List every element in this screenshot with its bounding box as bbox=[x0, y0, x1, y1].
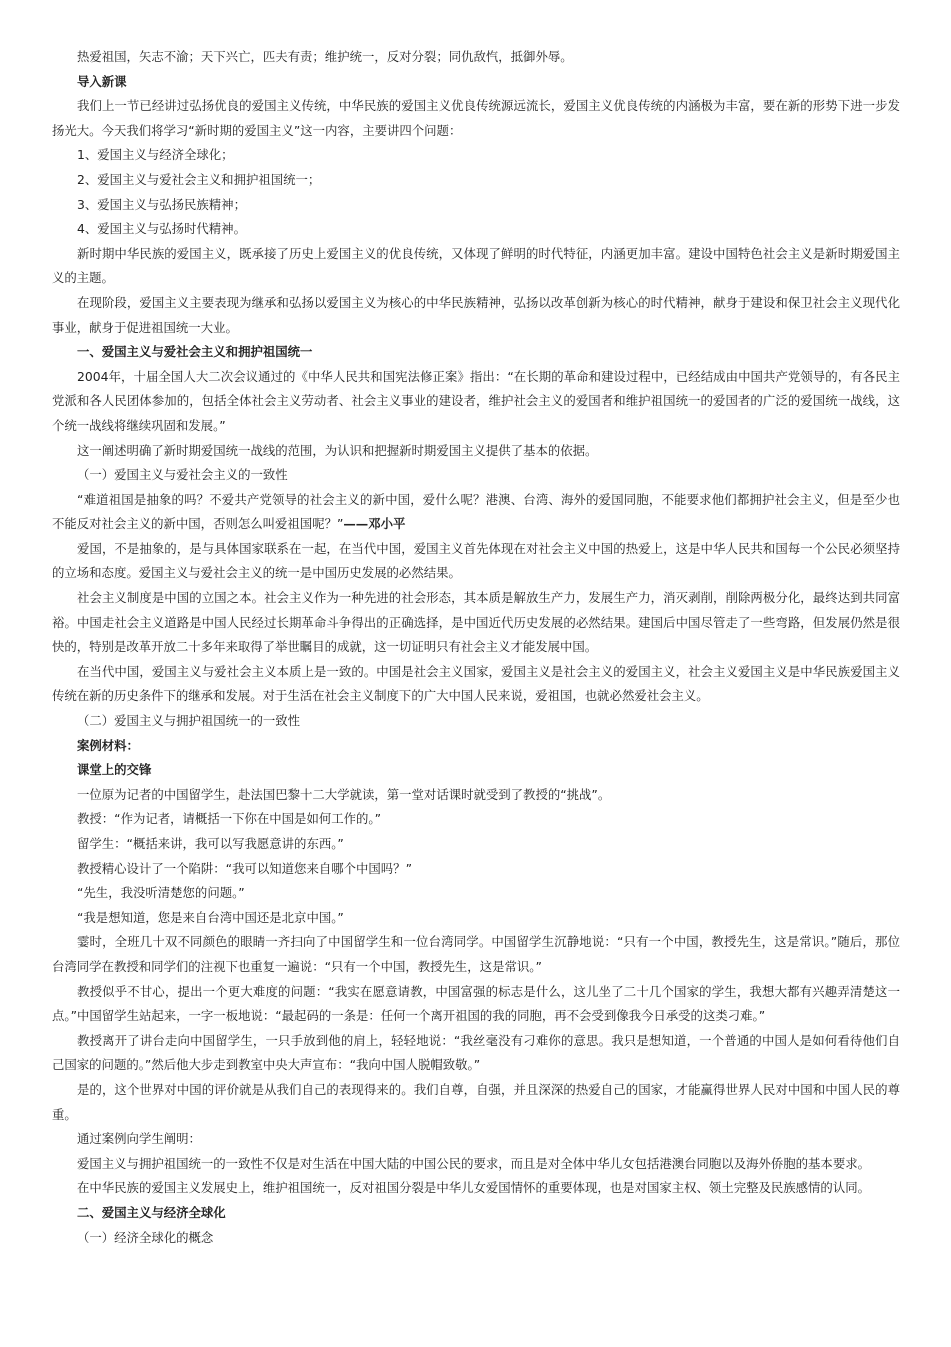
quote-source: ——邓小平 bbox=[343, 516, 406, 532]
paragraph-patriotism-concrete: 爱国，不是抽象的，是与具体国家联系在一起，在当代中国，爱国主义首先体现在对社会主义中国的热爱上，这是中华人民共和国每一个公民必须坚持的立场和态度。爱国主义与爱社会主义的统一是中国历史发展的必然结果。 bbox=[52, 540, 900, 581]
paragraph-contemporary-china: 在当代中国，爱国主义与爱社会主义本质上是一致的。中国是社会主义国家，爱国主义是社会主义的爱国主义，社会主义爱国主义是中华民族爱国主义传统在新的历史条件下的继承和发展。对于生活在社会主义制度下的广大中国人民来说，爱祖国，也就必然爱社会主义。 bbox=[52, 663, 900, 704]
quote-text: “难道祖国是抽象的吗？不爱共产党领导的社会主义的新中国，爱什么呢？港澳、台湾、海外的爱国同胞，不能要求他们都拥护社会主义，但是至少也不能反对社会主义的新中国，否则怎么叫爱祖国呢？” bbox=[52, 491, 900, 532]
section-heading-2: 二、爱国主义与经济全球化 bbox=[77, 1204, 226, 1220]
paragraph-explain-label: 通过案例向学生阐明： bbox=[77, 1131, 201, 1147]
case-material-label: 案例材料： bbox=[77, 737, 139, 753]
heading-new-lesson: 导入新课 bbox=[77, 73, 127, 89]
case-paragraph: 教授精心设计了一个陷阱：“我可以知道您来自哪个中国吗？” bbox=[77, 860, 412, 876]
paragraph-united-front: 这一阐述明确了新时期爱国统一战线的范围，为认识和把握新时期爱国主义提供了基本的依据。 bbox=[77, 442, 598, 458]
paragraph-intro-motto: 热爱祖国，矢志不渝；天下兴亡，匹夫有责；维护统一，反对分裂；同仇敌忾，抵御外辱。 bbox=[77, 49, 573, 64]
case-paragraph: 教授似乎不甘心，提出一个更大难度的问题：“我实在愿意请教，中国富强的标志是什么，这儿坐了二十几个国家的学生，我想大都有兴趣弄清楚这一点。”中国留学生站起来，一字一板地说：“最起码的一条是：任何一个离开祖国的我的同胞，再不会受到像我今日承受的这类刁难。” bbox=[52, 983, 900, 1024]
paragraph-constitution: 2004年，十届全国人大二次会议通过的《中华人民共和国宪法修正案》指出：“在长期的革命和建设过程中，已经结成由中国共产党领导的，有各民主党派和各人民团体参加的，包括全体社会主义劳动者、社会主义事业的建设者，维护社会主义的爱国者和维护祖国统一的爱国者的广泛的爱国统一战线，这个统一战线将继续巩固和发展。” bbox=[52, 368, 900, 433]
list-item-1: 1、爱国主义与经济全球化； bbox=[77, 147, 234, 163]
case-paragraph: 一位原为记者的中国留学生，赴法国巴黎十二大学就读，第一堂对话课时就受到了教授的“挑战”。 bbox=[77, 786, 611, 802]
section-heading-1: 一、爱国主义与爱社会主义和拥护祖国统一 bbox=[77, 344, 313, 360]
paragraph-unity-requirement: 爱国主义与拥护祖国统一的一致性不仅是对生活在中国大陆的中国公民的要求，而且是对全体中华儿女包括港澳台同胞以及海外侨胞的基本要求。 bbox=[77, 1155, 870, 1171]
paragraph-new-era: 新时期中华民族的爱国主义，既承接了历史上爱国主义的优良传统，又体现了鲜明的时代特征，内涵更加丰富。建设中国特色社会主义是新时期爱国主义的主题。 bbox=[52, 245, 900, 286]
subheading-1-2: （二）爱国主义与拥护祖国统一的一致性 bbox=[77, 713, 301, 729]
case-paragraph: 教授：“作为记者，请概括一下你在中国是如何工作的。” bbox=[77, 811, 382, 827]
case-paragraph: “先生，我没听清楚您的问题。” bbox=[77, 885, 245, 901]
case-paragraph: “我是想知道，您是来自台湾中国还是北京中国。” bbox=[77, 909, 344, 925]
paragraph-unity-history: 在中华民族的爱国主义发展史上，维护祖国统一，反对祖国分裂是中华儿女爱国情怀的重要体现，也是对国家主权、领土完整及民族感情的认同。 bbox=[77, 1180, 870, 1196]
subheading-2-1: （一）经济全球化的概念 bbox=[77, 1229, 214, 1245]
paragraph-lesson-overview: 我们上一节已经讲过弘扬优良的爱国主义传统，中华民族的爱国主义优良传统源远流长，爱国主义优良传统的内涵极为丰富，要在新的形势下进一步发扬光大。今天我们将学习“新时期的爱国主义”这一内容，主要讲四个问题： bbox=[52, 98, 900, 138]
list-item-4: 4、爱国主义与弘扬时代精神。 bbox=[77, 221, 246, 237]
paragraph-socialist-system: 社会主义制度是中国的立国之本。社会主义作为一种先进的社会形态，其本质是解放生产力，发展生产力，消灭剥削，削除两极分化，最终达到共同富裕。中国走社会主义道路是中国人民经过长期革命斗争得出的正确选择，是中国近代历史发展的必然结果。建国后中国尽管走了一些弯路，但发展仍然是很快的，特别是改革开放二十多年来取得了举世瞩目的成就，这一切证明只有社会主义才能发展中国。 bbox=[52, 590, 900, 655]
case-paragraph: 霎时，全班几十双不同颜色的眼睛一齐扫向了中国留学生和一位台湾同学。中国留学生沉静地说：“只有一个中国，教授先生，这是常识。”随后，那位台湾同学在教授和同学们的注视下也重复一遍说：“只有一个中国，教授先生，这是常识。” bbox=[52, 934, 900, 974]
case-title: 课堂上的交锋 bbox=[77, 762, 152, 778]
paragraph-quote bbox=[52, 488, 900, 537]
list-item-3: 3、爱国主义与弘扬民族精神； bbox=[77, 196, 246, 212]
document-body bbox=[52, 45, 900, 1250]
case-paragraph: 教授离开了讲台走向中国留学生，一只手放到他的肩上，轻轻地说：“我丝毫没有刁难你的意思。我只是想知道，一个普通的中国人是如何看待他们自己国家的问题的。”然后他大步走到教室中央大声宣布：“我向中国人脱帽致敬。” bbox=[52, 1032, 900, 1073]
case-conclusion: 是的，这个世界对中国的评价就是从我们自己的表现得来的。我们自尊，自强，并且深深的热爱自己的国家，才能赢得世界人民对中国和中国人民的尊重。 bbox=[52, 1081, 900, 1122]
list-item-2: 2、爱国主义与爱社会主义和拥护祖国统一； bbox=[77, 171, 321, 187]
subheading-1-1: （一）爱国主义与爱社会主义的一致性 bbox=[77, 467, 288, 483]
paragraph-current-stage: 在现阶段，爱国主义主要表现为继承和弘扬以爱国主义为核心的中华民族精神，弘扬以改革创新为核心的时代精神，献身于建设和保卫社会主义现代化事业，献身于促进祖国统一大业。 bbox=[52, 294, 900, 335]
case-paragraph: 留学生：“概括来讲，我可以写我愿意讲的东西。” bbox=[77, 836, 344, 851]
